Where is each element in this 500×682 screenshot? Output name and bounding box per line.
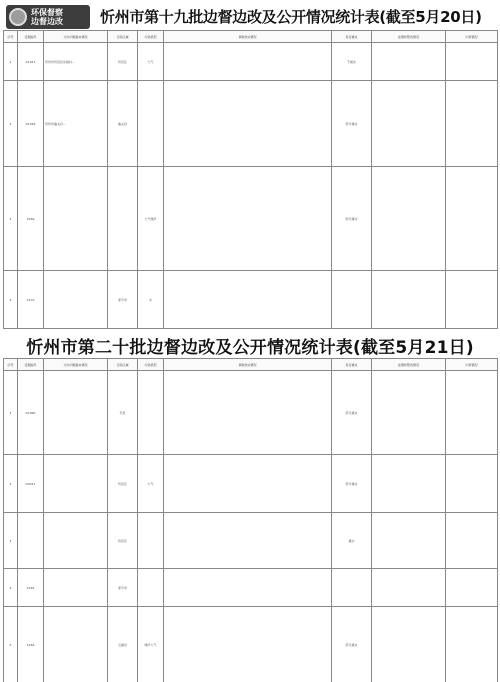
cell-no: 1 — [4, 43, 18, 81]
cell-verified: 部分属实 — [332, 81, 372, 167]
header-issue: 交办问题基本情况 — [44, 31, 108, 43]
cell-type — [138, 569, 164, 607]
cell-detail — [164, 167, 332, 271]
cell-account — [446, 455, 498, 513]
cell-type: 大气 — [138, 43, 164, 81]
cell-handling — [372, 167, 446, 271]
table-row — [4, 607, 498, 682]
table-row — [4, 455, 498, 513]
cell-verified: 部分属实 — [332, 455, 372, 513]
cell-account — [446, 607, 498, 682]
cell-account — [446, 167, 498, 271]
cell-handling — [372, 607, 446, 682]
table-row — [4, 81, 498, 167]
logo — [6, 5, 90, 29]
header-region: 行政区域 — [108, 359, 138, 371]
header-detail: 调查核实情况 — [164, 359, 332, 371]
cell-account — [446, 81, 498, 167]
table-row — [4, 371, 498, 455]
cell-verified — [332, 569, 372, 607]
cell-account — [446, 513, 498, 569]
table-row — [4, 569, 498, 607]
cell-type — [138, 81, 164, 167]
header-detail: 调查核实情况 — [164, 31, 332, 43]
cell-code — [18, 513, 44, 569]
cell-issue — [44, 371, 108, 455]
header-handling: 处理和整改情况 — [372, 31, 446, 43]
cell-region: 五寨县 — [108, 607, 138, 682]
header-handling: 处理和整改情况 — [372, 359, 446, 371]
cell-account — [446, 271, 498, 329]
header-no: 序号 — [4, 359, 18, 371]
table-row — [4, 43, 498, 81]
cell-handling — [372, 81, 446, 167]
cell-verified: 部分属实 — [332, 167, 372, 271]
cell-handling — [372, 43, 446, 81]
cell-type — [138, 371, 164, 455]
header-account: 问责情况 — [446, 359, 498, 371]
cell-type: 噪声大气 — [138, 607, 164, 682]
cell-detail — [164, 513, 332, 569]
cell-handling — [372, 271, 446, 329]
cell-detail — [164, 371, 332, 455]
header-issue: 交办问题基本情况 — [44, 359, 108, 371]
cell-no: 5 — [4, 607, 18, 682]
header-account: 问责情况 — [446, 31, 498, 43]
section1-table — [3, 30, 498, 329]
cell-no: 2 — [4, 81, 18, 167]
cell-issue: 忻州市忻府区东楼村… — [44, 43, 108, 81]
section2-table — [3, 358, 498, 682]
cell-region: 偏关县 — [108, 81, 138, 167]
cell-region: 忻府区 — [108, 513, 138, 569]
cell-type — [138, 513, 164, 569]
cell-verified: 部分属实 — [332, 371, 372, 455]
cell-issue: 忻州市偏关县… — [44, 81, 108, 167]
section1-header-row — [4, 31, 498, 43]
table-row — [4, 167, 498, 271]
cell-no: 1 — [4, 371, 18, 455]
header-code: 受理编号 — [18, 31, 44, 43]
cell-region: 代县 — [108, 371, 138, 455]
cell-code: D1917 — [18, 43, 44, 81]
header-type: 污染类型 — [138, 31, 164, 43]
cell-verified: 属实 — [332, 513, 372, 569]
header-no: 序号 — [4, 31, 18, 43]
cell-issue — [44, 167, 108, 271]
cell-detail — [164, 569, 332, 607]
table-row — [4, 271, 498, 329]
logo-emblem-icon — [9, 8, 27, 26]
header-verified: 是否属实 — [332, 31, 372, 43]
logo-line-1: 环保督察 — [31, 8, 63, 17]
section1-title: 忻州市第十九批边督边改及公开情况统计表(截至5月20日) — [100, 8, 482, 26]
cell-type: 大气 — [138, 455, 164, 513]
cell-account — [446, 43, 498, 81]
cell-issue — [44, 607, 108, 682]
cell-detail — [164, 271, 332, 329]
cell-issue — [44, 455, 108, 513]
cell-no: 3 — [4, 167, 18, 271]
cell-type: 水 — [138, 271, 164, 329]
cell-region: 忻府区 — [108, 455, 138, 513]
cell-type: 大气噪声 — [138, 167, 164, 271]
cell-detail — [164, 455, 332, 513]
cell-issue — [44, 513, 108, 569]
cell-code: X169 — [18, 167, 44, 271]
cell-detail — [164, 607, 332, 682]
cell-region: 原平市 — [108, 271, 138, 329]
cell-no: 4 — [4, 271, 18, 329]
cell-code: X170 — [18, 271, 44, 329]
logo-line-2: 边督边改 — [31, 17, 63, 26]
cell-code: D1918 — [18, 81, 44, 167]
cell-code: D1990 — [18, 371, 44, 455]
header-code: 受理编号 — [18, 359, 44, 371]
cell-account — [446, 371, 498, 455]
cell-code: X164 — [18, 607, 44, 682]
cell-handling — [372, 371, 446, 455]
section2-header-row — [4, 359, 498, 371]
header-region: 行政区域 — [108, 31, 138, 43]
table-row — [4, 513, 498, 569]
cell-verified: 不属实 — [332, 43, 372, 81]
cell-verified — [332, 271, 372, 329]
cell-handling — [372, 455, 446, 513]
cell-no: 2 — [4, 455, 18, 513]
cell-region: 忻府区 — [108, 43, 138, 81]
header-type: 污染类型 — [138, 359, 164, 371]
logo-text — [31, 8, 63, 26]
header-verified: 是否属实 — [332, 359, 372, 371]
cell-issue — [44, 271, 108, 329]
cell-issue — [44, 569, 108, 607]
cell-no: 3 — [4, 513, 18, 569]
section2-title: 忻州市第二十批边督边改及公开情况统计表(截至5月21日) — [26, 338, 474, 358]
cell-code: D2017 — [18, 455, 44, 513]
cell-account — [446, 569, 498, 607]
cell-region: 原平市 — [108, 569, 138, 607]
cell-no: 4 — [4, 569, 18, 607]
cell-verified: 部分属实 — [332, 607, 372, 682]
cell-code: X181 — [18, 569, 44, 607]
cell-handling — [372, 513, 446, 569]
cell-detail — [164, 43, 332, 81]
cell-detail — [164, 81, 332, 167]
cell-handling — [372, 569, 446, 607]
cell-region — [108, 167, 138, 271]
